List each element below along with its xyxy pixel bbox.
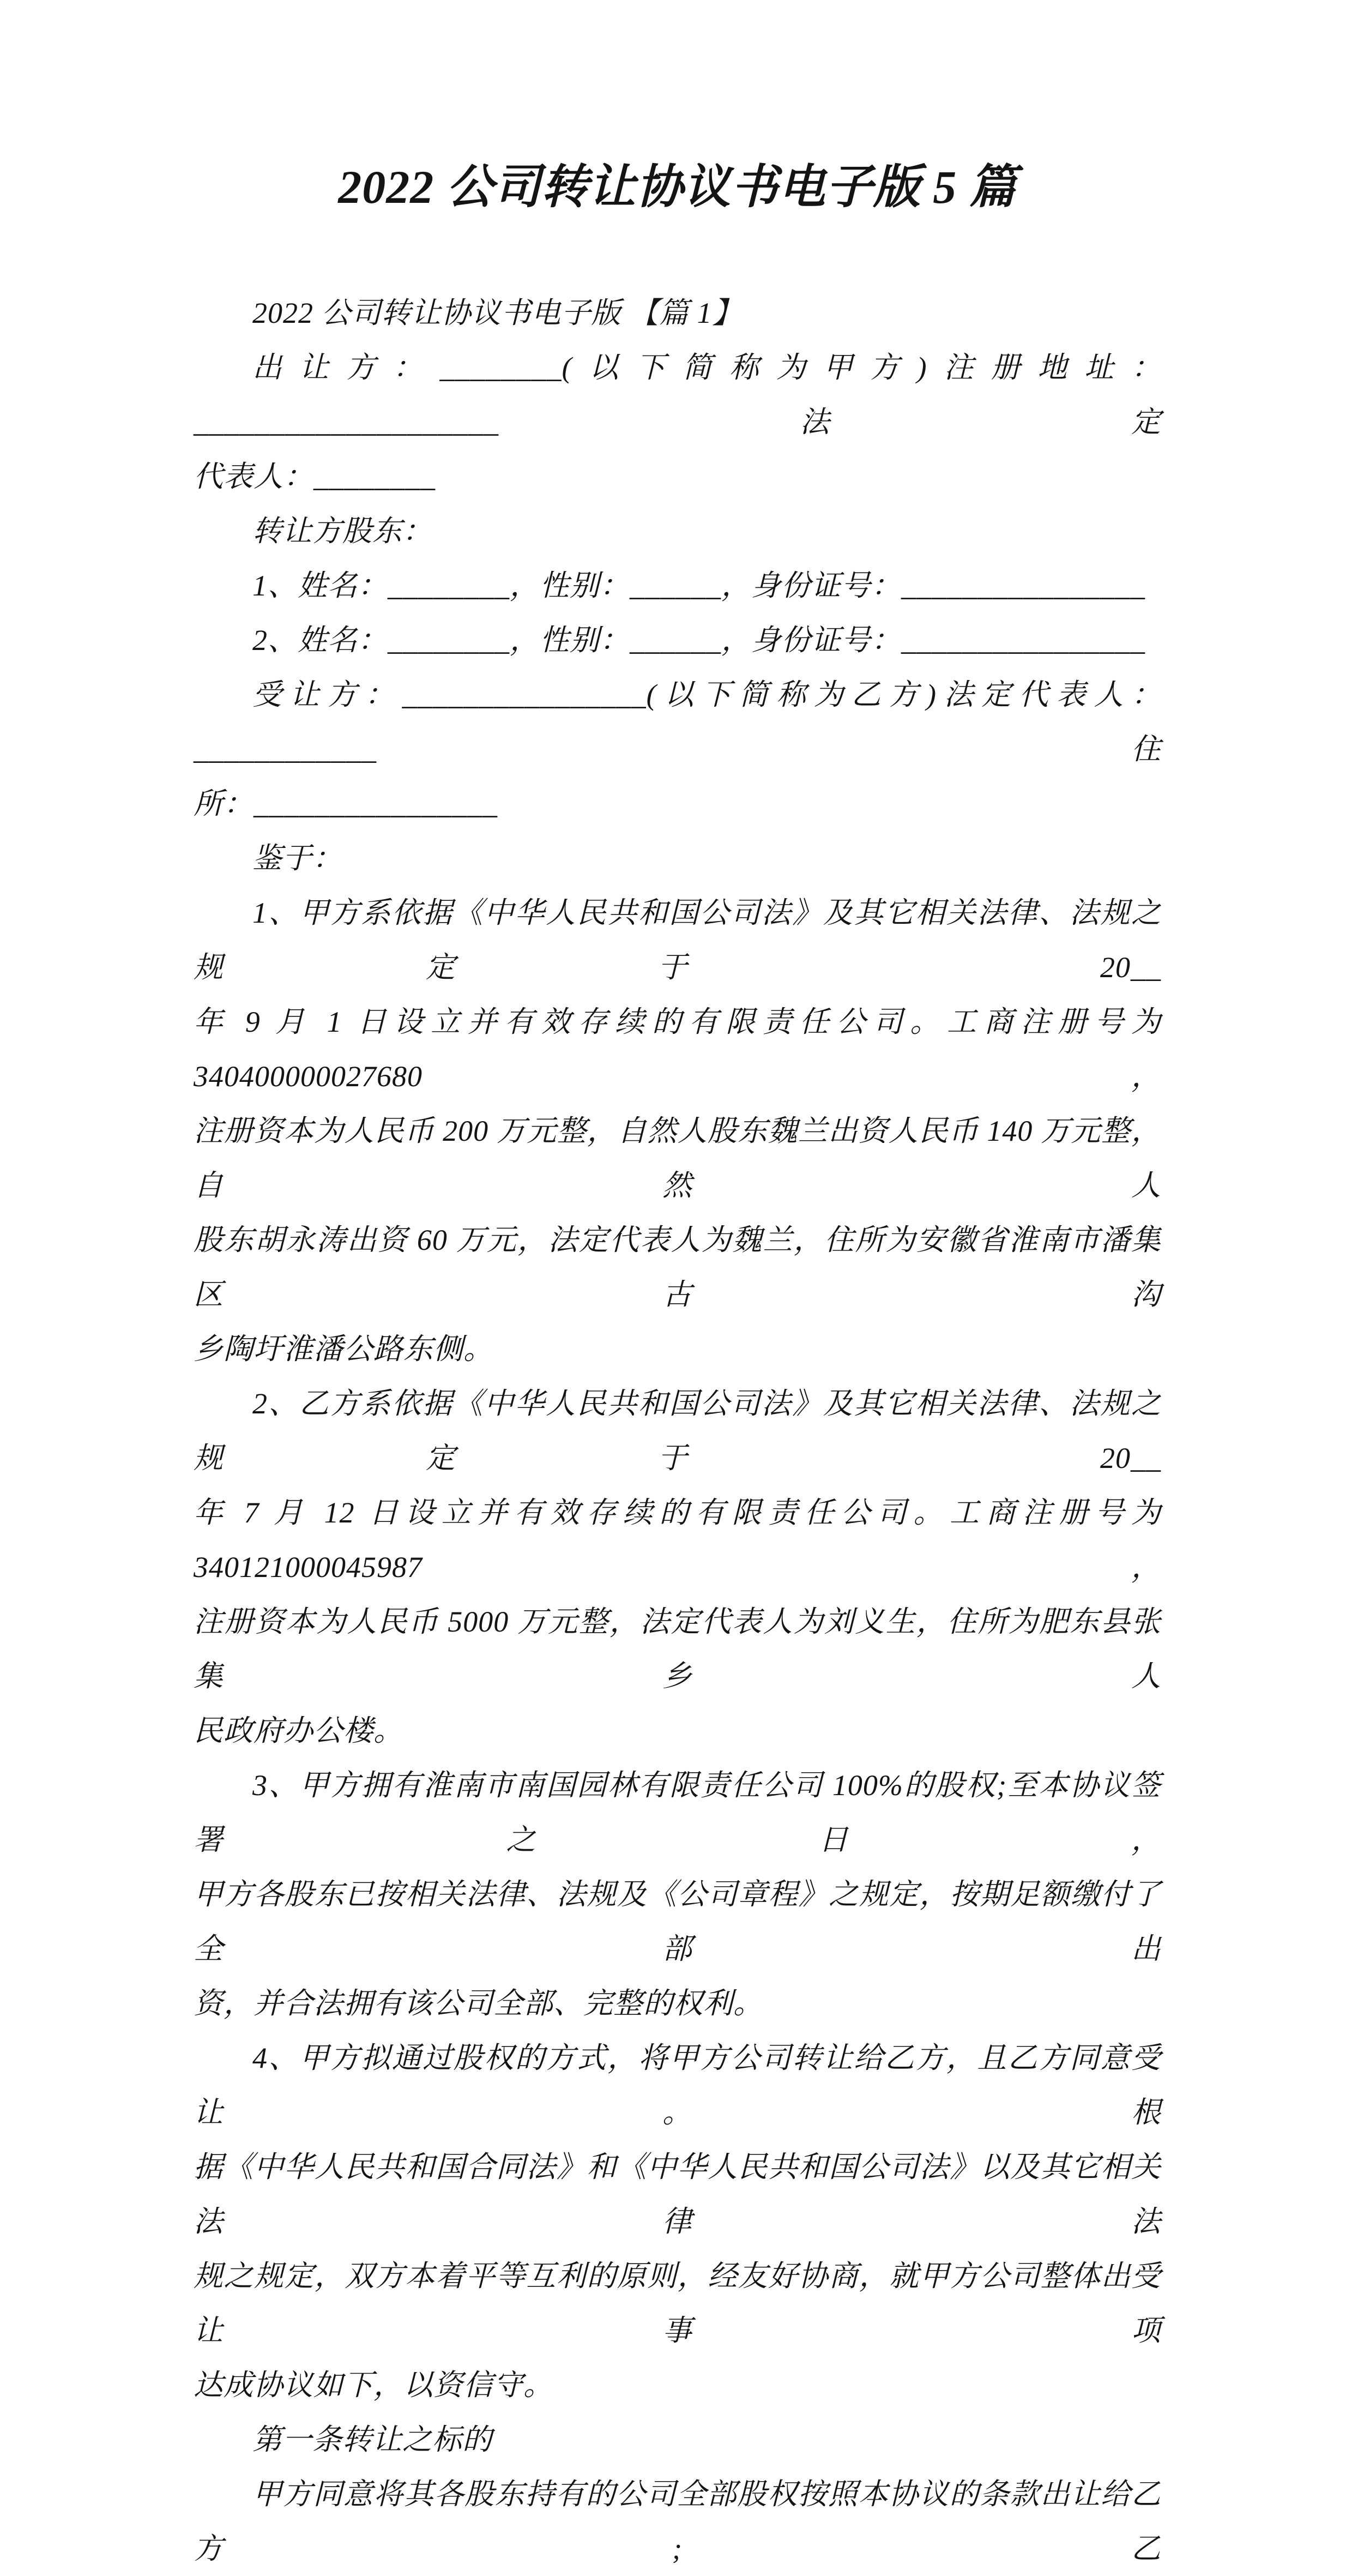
text-line: 股东胡永涛出资 60 万元，法定代表人为魏兰，住所为安徽省淮南市潘集区古沟: [194, 1224, 1161, 1311]
text-line: 2022 公司转让协议书电子版 【篇 1】: [252, 297, 743, 329]
text-line: 代表人：________: [194, 460, 436, 493]
text-line: 年 7 月 12 日设立并有效存续的有限责任公司。工商注册号为 340121000045987，: [194, 1496, 1161, 1584]
text-line: 2、乙方系依据《中华人民共和国公司法》及其它相关法律、法规之规定于 20__: [194, 1387, 1161, 1474]
text-line: 达成协议如下，以资信守。: [194, 2369, 553, 2402]
text-line: 2、姓名：________，性别：______，身份证号：________________: [252, 624, 1145, 657]
text-line: 出让方：________(以下简称为甲方)注册地址：____________________法定: [194, 351, 1161, 438]
text-line: 第一条转让之标的: [252, 2423, 492, 2456]
text-line: 注册资本为人民币 200 万元整，自然人股东魏兰出资人民币 140 万元整，自然人: [194, 1115, 1161, 1202]
text-line: 鉴于：: [252, 842, 342, 875]
text-line: 所：________________: [194, 787, 498, 820]
text-line: 3、甲方拥有淮南市南国园林有限责任公司 100%的股权;至本协议签署之日，: [194, 1769, 1161, 1856]
text-line: 规之规定，双方本着平等互利的原则，经友好协商，就甲方公司整体出受让事项: [194, 2260, 1161, 2347]
text-line: 民政府办公楼。: [194, 1714, 403, 1747]
text-line: 1、甲方系依据《中华人民共和国公司法》及其它相关法律、法规之规定于 20__: [194, 896, 1161, 984]
text-line: 资，并合法拥有该公司全部、完整的权利。: [194, 1987, 763, 2020]
document-body: [194, 286, 1161, 2576]
text-line: 受让方：________________(以下简称为乙方)法定代表人：____________住: [194, 678, 1161, 766]
text-line: 4、甲方拟通过股权的方式，将甲方公司转让给乙方，且乙方同意受让。根: [194, 2042, 1161, 2129]
text-line: 注册资本为人民币 5000 万元整，法定代表人为刘义生，住所为肥东县张集乡人: [194, 1605, 1161, 1693]
text-line: 甲方各股东已按相关法律、法规及《公司章程》之规定，按期足额缴付了全部出: [194, 1878, 1161, 1965]
text-line: 年 9 月 1 日设立并有效存续的有限责任公司。工商注册号为 340400000027680，: [194, 1006, 1161, 1093]
text-line: 1、姓名：________，性别：______，身份证号：________________: [252, 569, 1145, 602]
text-line: 据《中华人民共和国合同法》和《中华人民共和国公司法》以及其它相关法律法: [194, 2151, 1161, 2238]
text-line: 甲方同意将其各股东持有的公司全部股权按照本协议的条款出让给乙方;乙: [194, 2478, 1161, 2565]
document-title: 2022 公司转让协议书电子版 5 篇: [338, 161, 1017, 213]
text-line: 乡陶圩淮潘公路东侧。: [194, 1333, 493, 1365]
text-line: 转让方股东：: [252, 515, 432, 547]
